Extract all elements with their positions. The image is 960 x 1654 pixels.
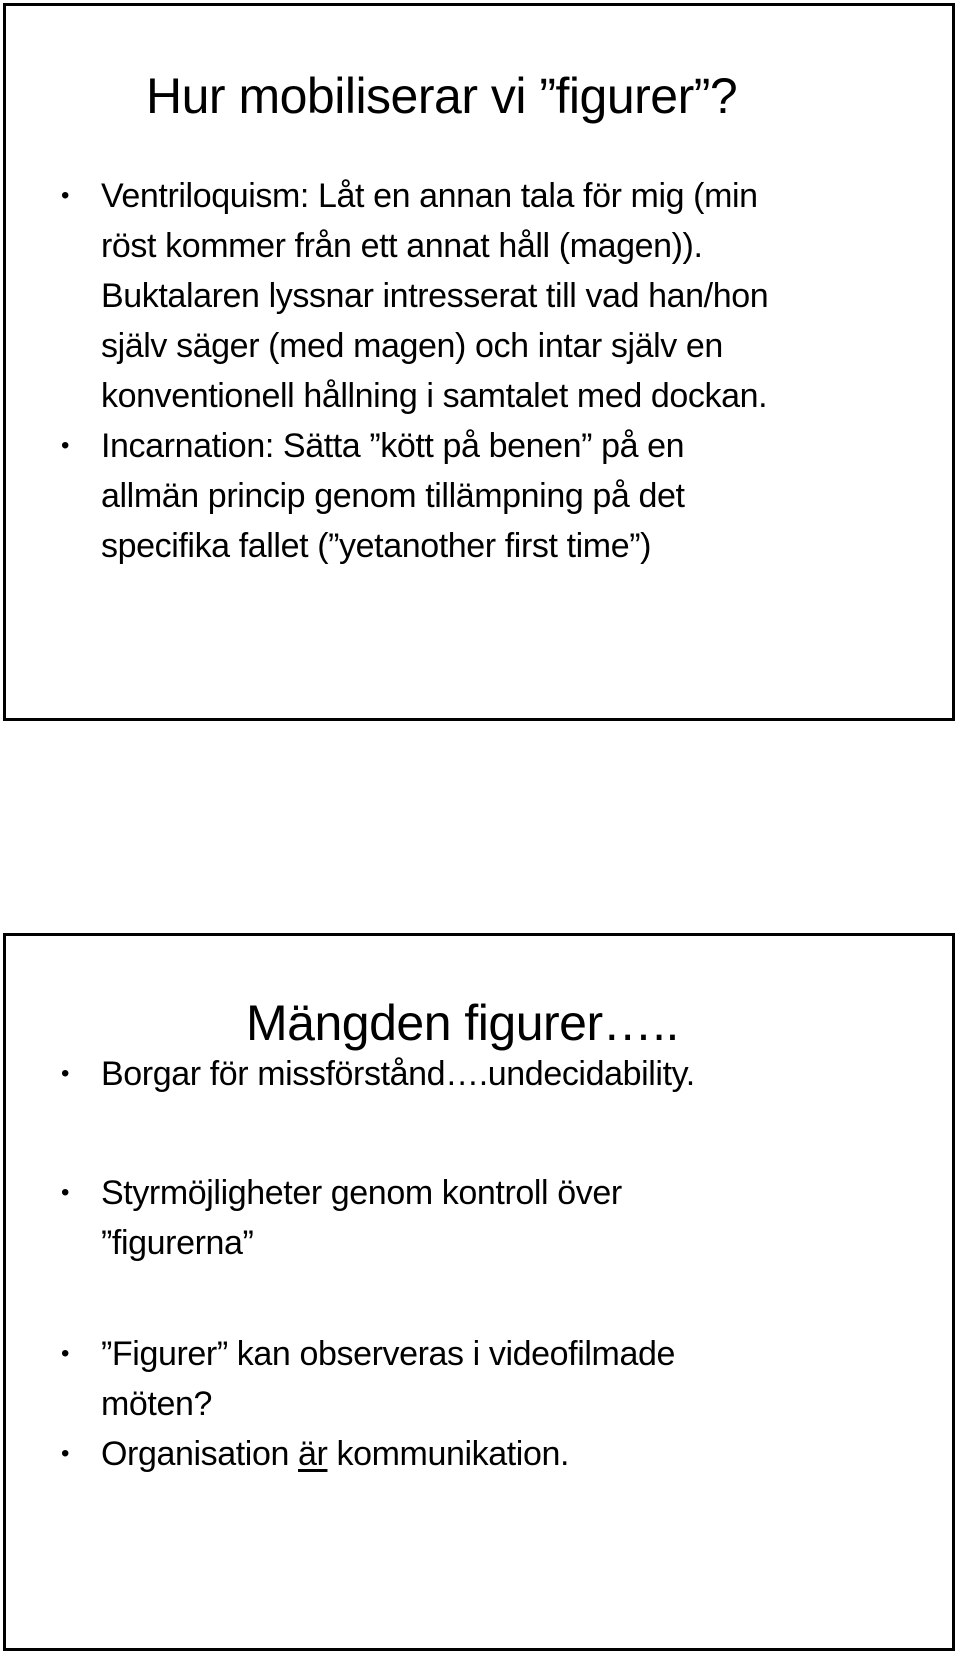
- bullet-organisation: [61, 1429, 932, 1479]
- bullet-line: [101, 1429, 932, 1479]
- slide-title: Mängden figurer…..: [246, 995, 679, 1051]
- bullet-line: allmän princip genom tillämpning på det: [101, 477, 685, 515]
- bullet-line: Incarnation: Sätta ”kött på benen” på en: [101, 427, 685, 465]
- bullet-line: Borgar för missförstånd….undecidability.: [101, 1055, 695, 1093]
- bullet-dot-icon: •: [61, 1179, 70, 1206]
- slide-1: [3, 3, 955, 721]
- bullet-list: [61, 1329, 932, 1479]
- bullet-dot-icon: •: [61, 1340, 70, 1367]
- slide-title: Hur mobiliserar vi ”figurer”?: [146, 68, 738, 124]
- bullet-line: själv säger (med magen) och intar själv en: [101, 327, 723, 365]
- bullet-dot-icon: •: [61, 182, 70, 209]
- bullet-line: möten?: [101, 1385, 213, 1423]
- bullet-line: röst kommer från ett annat håll (magen)).: [101, 227, 703, 265]
- bullet-styrmojligheter: [61, 1168, 932, 1268]
- bullet-line: Styrmöjligheter genom kontroll över: [101, 1174, 622, 1212]
- underlined-word: är: [298, 1435, 328, 1473]
- bullet-list: [61, 1049, 932, 1099]
- bullet-line: ”figurerna”: [101, 1224, 254, 1262]
- bullet-list: [61, 1168, 932, 1268]
- bullet-incarnation: [61, 421, 932, 571]
- bullet-ventriloquism: [61, 171, 932, 421]
- bullet-dot-icon: •: [61, 1440, 70, 1467]
- bullet-missforstand: [61, 1049, 932, 1099]
- bullet-dot-icon: •: [61, 1060, 70, 1087]
- bullet-line: konventionell hållning i samtalet med dockan.: [101, 377, 768, 415]
- bullet-line: Ventriloquism: Låt en annan tala för mig (min: [101, 177, 758, 215]
- text-part: Organisation: [101, 1435, 299, 1473]
- bullet-line: specifika fallet (”yetanother first time”): [101, 527, 652, 565]
- bullet-list: [61, 171, 932, 571]
- slide-2: [3, 933, 955, 1651]
- bullet-figurer-observeras: [61, 1329, 932, 1429]
- bullet-dot-icon: •: [61, 432, 70, 459]
- bullet-line: Buktalaren lyssnar intresserat till vad han/hon: [101, 277, 769, 315]
- bullet-line: ”Figurer” kan observeras i videofilmade: [101, 1335, 675, 1373]
- text-part: kommunikation.: [327, 1435, 570, 1473]
